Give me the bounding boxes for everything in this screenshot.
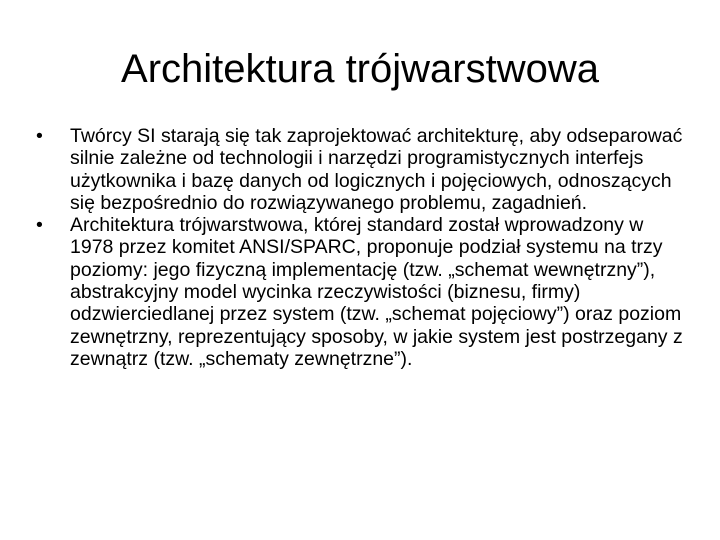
slide-title: Architektura trójwarstwowa bbox=[121, 47, 599, 91]
bullet-marker: • bbox=[36, 214, 43, 237]
bullet-item bbox=[36, 125, 686, 214]
bullet-item bbox=[36, 214, 686, 370]
bullet-text: Twórcy SI starają się tak zaprojektować architekturę, aby odseparować silnie zależne od technologii i narzędzi programistycznych interfejs użytkownika i bazę danych od logicznych i pojęciowych, odnoszących się bezpośrednio do rozwiązywanego problemu, zagadnień. bbox=[70, 125, 683, 214]
bullet-list bbox=[36, 125, 686, 370]
bullet-text: Architektura trójwarstwowa, której standard został wprowadzony w 1978 przez komitet ANSI/SPARC, proponuje podział systemu na trzy poziomy: jego fizyczną implementację (tzw. „schemat wewnętrzny”), abstrakcyjny model wycinka rzeczywistości (biznesu, firmy) odzwierciedlanej przez system (tzw. „schemat pojęciowy”) oraz poziom zewnętrzny, reprezentujący sposoby, w jakie system jest postrzegany z zewnątrz (tzw. „schematy zewnętrzne”). bbox=[70, 214, 683, 370]
bullet-marker: • bbox=[36, 125, 43, 147]
